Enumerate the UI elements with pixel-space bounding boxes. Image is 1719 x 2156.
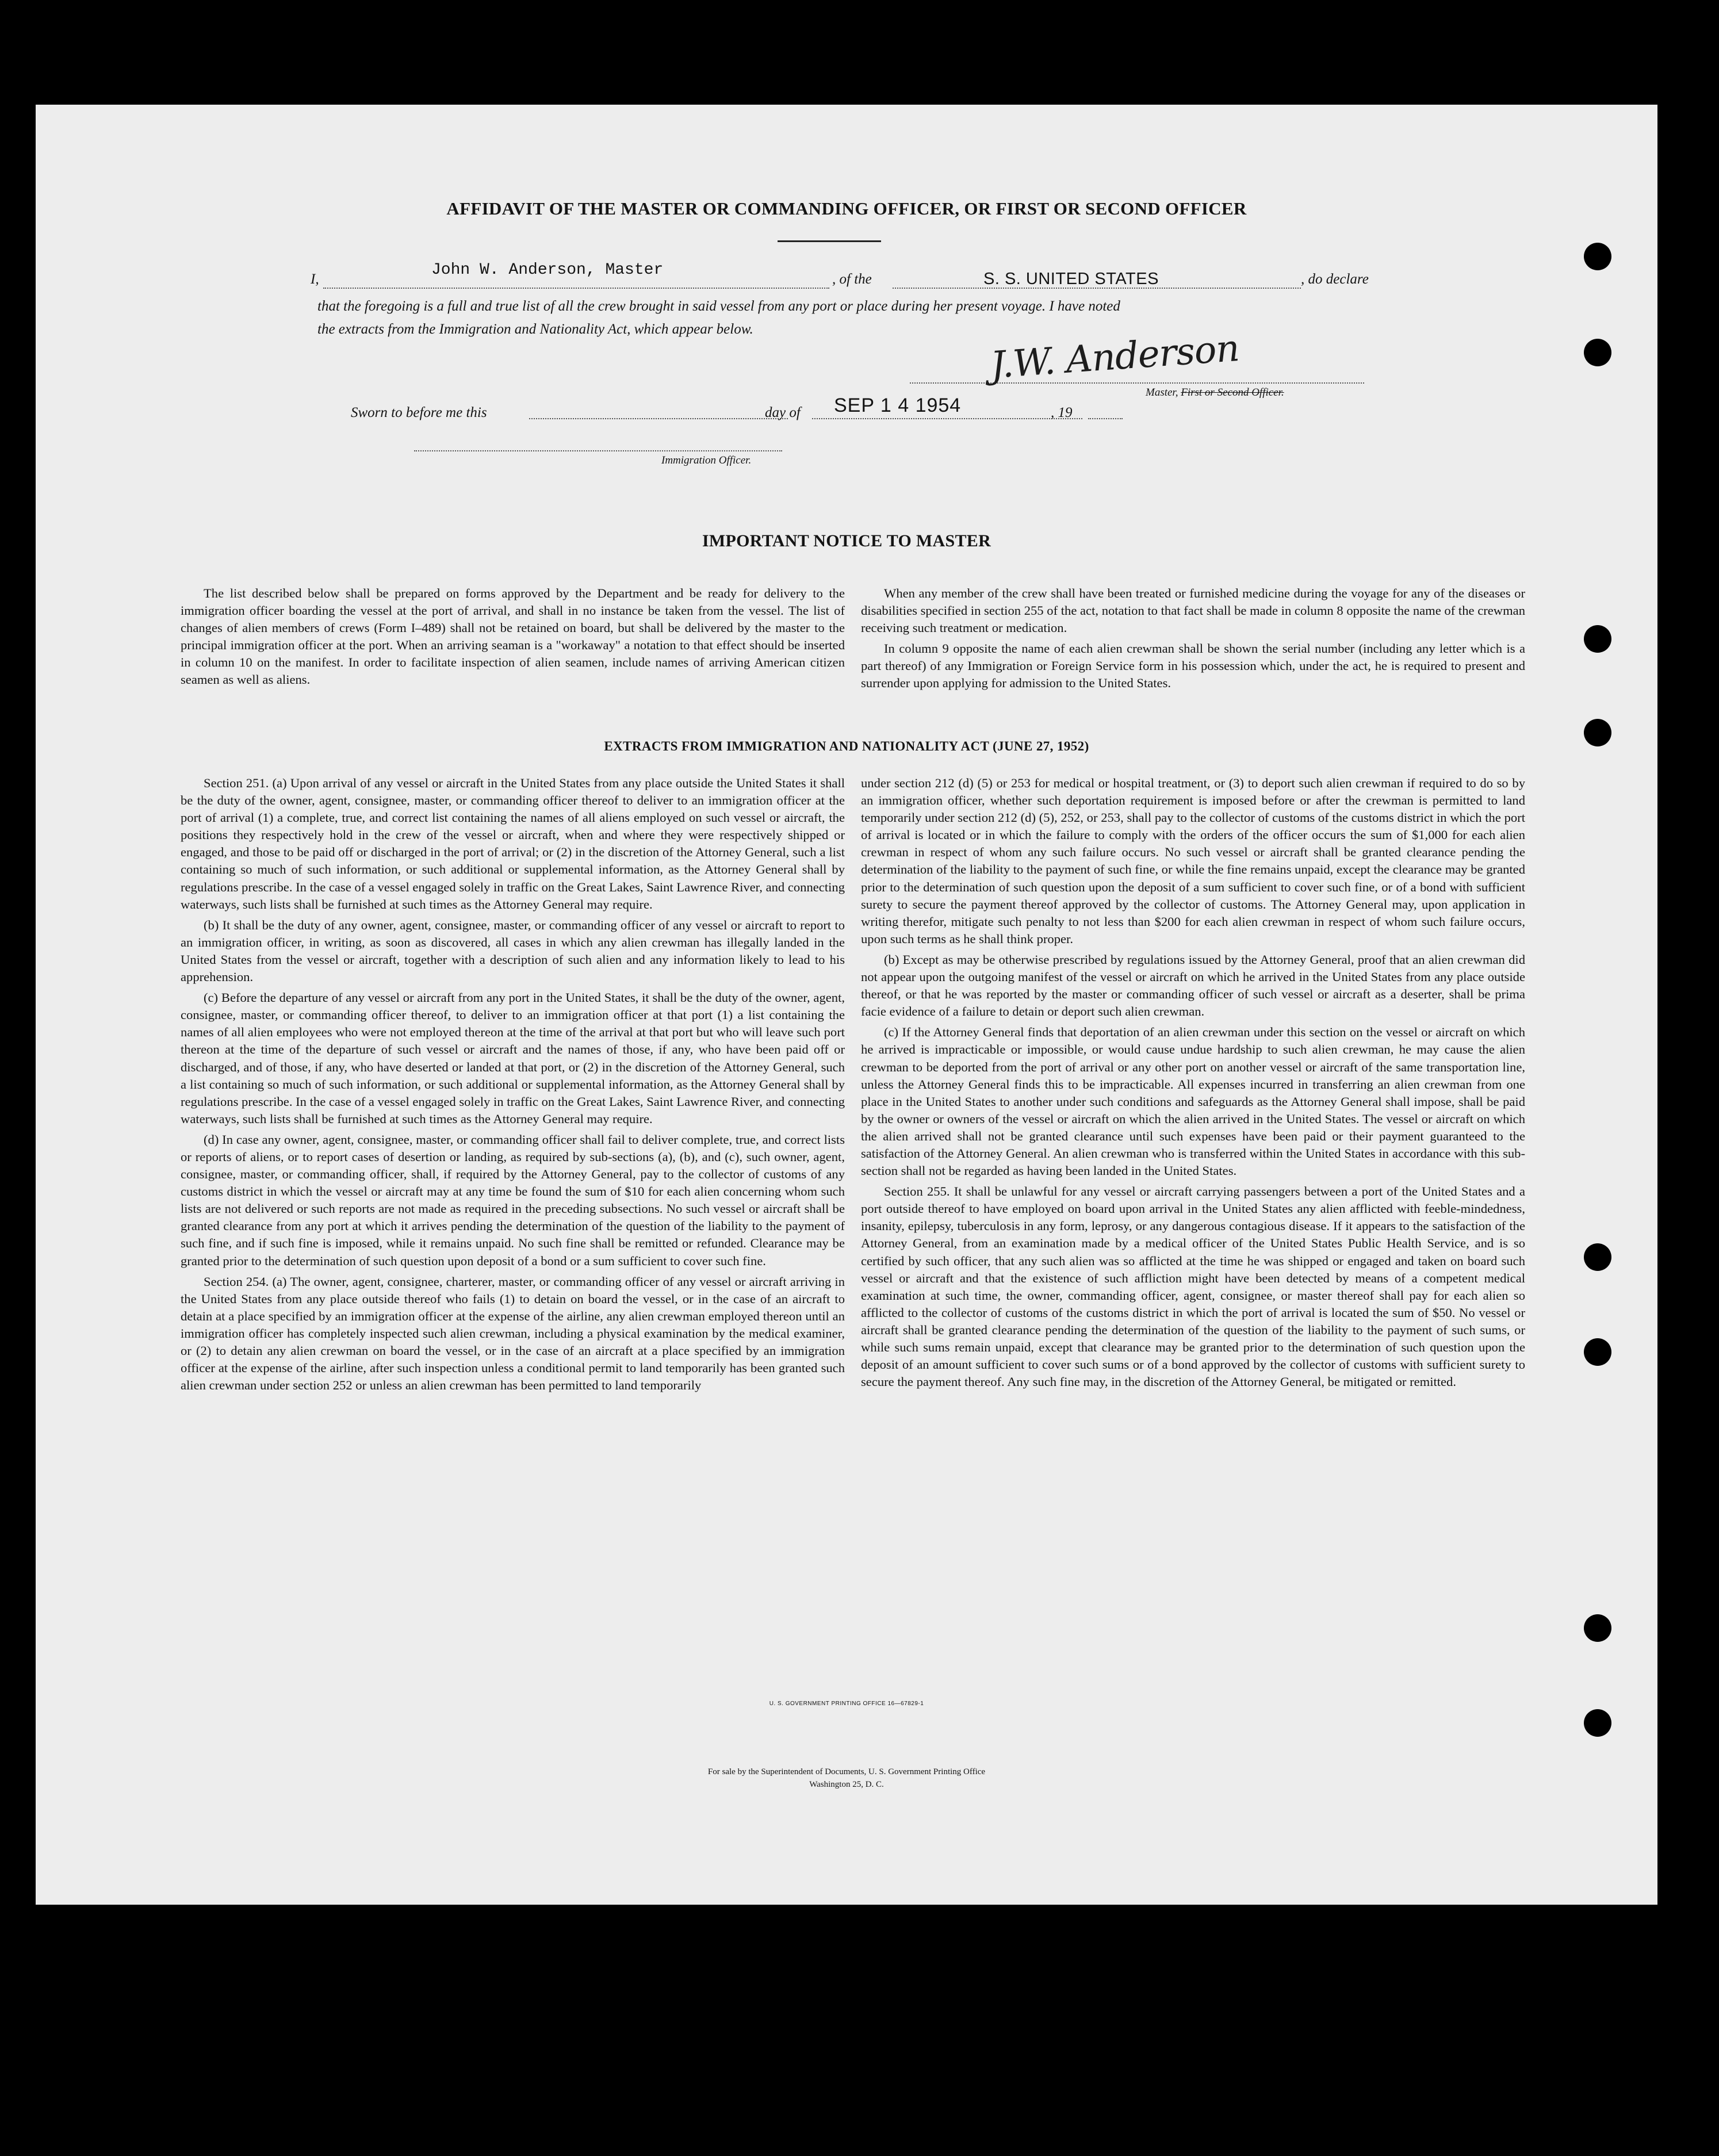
- punch-hole: [1584, 1338, 1611, 1366]
- notice-right-column: [861, 585, 1525, 696]
- extract-right-paragraph: (c) If the Attorney General finds that deportation of an alien crewman under this section on the vessel or aircraft on which he arrived is impracticable or impossible, or would cause undue hardship to such alien crewman, he may cause the alien crewman to be deported from the port of arrival or any other port on another vessel or aircraft of the same transportation line, unless the Attorney General finds this to be impracticable. All expenses incurred in transferring an alien crewman from one place in the United States to another under such conditions and safeguards as the Attorney General shall impose, shall be paid by the owner or owners of the vessel or aircraft on which the alien arrived in the United States. The vessel or aircraft on which the alien arrived shall not be granted clearance until such expenses have been paid or their payment guaranteed to the satisfaction of the Attorney General. An alien crewman who is transferred within the United States in accordance with this sub-section shall not be regarded as having been landed in the United States.: [861, 1025, 1525, 1178]
- month-blank: [812, 418, 1082, 419]
- affidavit-page: [36, 105, 1657, 1905]
- extract-left-paragraph: Section 251. (a) Upon arrival of any vessel or aircraft in the United States from any place outside the United States it shall be the duty of the owner, agent, consignee, master, or commanding officer thereof to deliver to an immigration officer at the port of arrival (1) a complete, true, and correct list containing the names of all aliens employed on such vessel or aircraft, the positions they respectively hold in the crew of the vessel or aircraft, when and where they were respectively shipped or engaged, and those to be paid off or discharged in the port of arrival; or (2) in the discretion of the Attorney General, such a list containing so much of such information, or such additional or supplemental information, as the Attorney General shall by regulations prescribe. In the case of a vessel engaged solely in traffic on the Great Lakes, Saint Lawrence River, and connecting waterways, such lists shall be furnished at such times as the Attorney General may require.: [181, 776, 845, 912]
- vessel-name: S. S. UNITED STATES: [983, 270, 1159, 288]
- officer-signature-line: [414, 450, 782, 451]
- punch-hole: [1584, 1614, 1611, 1642]
- notice-title: IMPORTANT NOTICE TO MASTER: [702, 531, 991, 550]
- master-signature: J.W. Anderson: [989, 327, 1241, 388]
- notice-left-paragraph: The list described below shall be prepared on forms approved by the Department and be ready for delivery to the immigration officer boarding the vessel at the port of arrival, and shall in no instance be taken from the vessel. The list of changes of alien members of crews (Form I–489) shall not be retained on board, but shall be delivered by the master to the principal immigration officer at the port. When an arriving seaman is a "workaway" a notation to that effect should be inserted in column 10 on the manifest. In order to facilitate inspection of alien seamen, include names of arriving American citizen seamen as well as aliens.: [181, 586, 845, 687]
- extracts-left-column: [181, 775, 845, 1397]
- extract-right-paragraph: (b) Except as may be otherwise prescribed by regulations issued by the Attorney General, proof that an alien crewman did not appear upon the outgoing manifest of the vessel or aircraft on which he arrived in the United States from any place outside thereof, or that he was reported by the master or commanding officer of such vessel or aircraft as a deserter, shall be prima facie evidence of a failure to detain or deport such alien crewman.: [861, 952, 1525, 1019]
- extract-left-paragraph: (d) In case any owner, agent, consignee, master, or commanding officer shall fail to deliver complete, true, and correct lists or reports of aliens, or to report cases of desertion or landing, as required by sub-sections (a), (b), and (c), such owner, agent, consignee, master, or commanding officer, shall, if required by the Attorney General, pay to the collector of customs of any customs district in which the vessel or aircraft may at any time be found the sum of $10 for each alien concerning whom such lists are not delivered or such reports are not made as required in the preceding subsections. No such vessel or aircraft shall be granted clearance from any port at which it arrives pending the determination of the question of the liability to the payment of such fine, and if such fine is imposed, while it remains unpaid. No such fine shall be remitted or refunded. Clearance may be granted prior to the determination of such question upon deposit of a bond or a sum sufficient to cover such fine.: [181, 1132, 845, 1268]
- sworn-day-blank: [529, 418, 788, 419]
- affidavit-title: AFFIDAVIT OF THE MASTER OR COMMANDING OFFICER, OR FIRST OR SECOND OFFICER: [446, 198, 1247, 219]
- punch-hole: [1584, 1709, 1611, 1737]
- name-blank: [323, 288, 829, 289]
- date-stamp: SEP 1 4 1954: [834, 395, 962, 416]
- master-label-text: Master,: [1146, 386, 1178, 399]
- year-blank: [1088, 418, 1123, 419]
- extract-left-paragraph: (c) Before the departure of any vessel or aircraft from any port in the United States, it shall be the duty of the owner, agent, consignee, master, or commanding officer thereof, to deliver to an immigration officer at that port (1) a list containing the names of all alien employees who were not employed thereon at the time of the arrival at that port but who will leave such port thereon at the time of the departure of such vessel or aircraft and the names of those, if any, who have been paid off or discharged, and of those, if any, who have deserted or landed at that port, or (2) in the discretion of the Attorney General, such a list containing so much of such information, or such additional or supplemental information, as the Attorney General shall by regulations prescribe. In the case of a vessel engaged solely in traffic on the Great Lakes, Saint Lawrence River, and connecting waterways, such lists shall be furnished at such times as the Attorney General may require.: [181, 990, 845, 1126]
- extract-left-paragraph: Section 254. (a) The owner, agent, consignee, charterer, master, or commanding officer of any vessel or aircraft arriving in the United States from any place outside thereof who fails (1) to detain on board the vessel, or in the case of an aircraft to detain at a place specified by an immigration officer at the expense of the airline, any alien crewman employed thereon until an immigration officer has completely inspected such alien crewman, including a physical examination by the medical examiner, or (2) to detain any alien crewman on board the vessel, or in the case of an aircraft at a place specified by an immigration officer at the expense of the airline, after such inspection unless a conditional permit to land temporarily has been granted such alien crewman under section 252 or unless an alien crewman has been permitted to land temporarily: [181, 1274, 845, 1393]
- day-of-label: day of: [765, 405, 801, 420]
- immigration-officer-label: Immigration Officer.: [661, 454, 752, 466]
- extracts-right-column: [861, 775, 1525, 1394]
- extracts-title: EXTRACTS FROM IMMIGRATION AND NATIONALITY ACT (JUNE 27, 1952): [604, 739, 1089, 753]
- extract-right-paragraph: under section 212 (d) (5) or 253 for medical or hospital treatment, or (3) to deport such alien crewman if required to do so by an immigration officer, whether such deportation requirement is imposed before or after the crewman is permitted to land temporarily under section 212 (d) (5), 252, or 253, shall pay to the collector of customs of the customs district in which the port of arrival is located or in which the failure to comply with the orders of the officer occurs the sum of $1,000 for each alien crewman in respect of whom any such failure occurs. No such vessel or aircraft shall be granted clearance pending the determination of the liability to the payment of such fine, or while the fine remains unpaid, except the clearance may be granted prior to the determination of such question upon the deposit of a sum sufficient to cover such fine, or of a bond with sufficient surety to secure the payment thereof approved by the collector of customs. The Attorney General may, upon application in writing therefor, mitigate such penalty to not less than $200 for each alien crewman in respect of whom such failure occurs, upon such terms as he shall think proper.: [861, 776, 1525, 946]
- struck-officer-label: First or Second Officer.: [1181, 386, 1284, 399]
- notice-right-paragraph-1: When any member of the crew shall have been treated or furnished medicine during the voyage for any of the diseases or disabilities specified in section 255 of the act, notation to that fact shall be made in column 8 opposite the name of the crewman receiving such treatment or medication.: [861, 586, 1525, 635]
- declaration-line-1: that the foregoing is a full and true list of all the crew brought in said vessel from any port or place during her present voyage. I have noted: [317, 298, 1120, 314]
- sworn-label: Sworn to before me this: [351, 405, 487, 420]
- sale-line-2: Washington 25, D. C.: [809, 1780, 884, 1789]
- punch-hole: [1584, 1243, 1611, 1271]
- line-i-label: I,: [311, 271, 319, 287]
- declaration-line-2: the extracts from the Immigration and Nationality Act, which appear below.: [317, 321, 753, 337]
- gpo-line: U. S. GOVERNMENT PRINTING OFFICE 16—67829-1: [769, 1701, 924, 1707]
- punch-hole: [1584, 625, 1611, 653]
- of-the-label: , of the: [832, 271, 872, 287]
- master-name: John W. Anderson, Master: [431, 261, 664, 279]
- extract-left-paragraph: (b) It shall be the duty of any owner, agent, consignee, master, or commanding officer of any vessel or aircraft to report to an immigration officer, in writing, as soon as discovered, all cases in which any alien crewman has illegally landed in the United States from the vessel or aircraft, together with a description of such alien and any information likely to lead to his apprehension.: [181, 917, 845, 985]
- punch-hole: [1584, 243, 1611, 270]
- notice-right-paragraph-2: In column 9 opposite the name of each alien crewman shall be shown the serial number (including any letter which is a part thereof) of any Immigration or Foreign Service form in his possession which, under the act, he is required to present and surrender upon applying for admission to the United States.: [861, 641, 1525, 691]
- title-rule: [778, 240, 881, 242]
- punch-hole: [1584, 339, 1611, 366]
- notice-left-column: [181, 585, 845, 692]
- sale-line-1: For sale by the Superintendent of Documents, U. S. Government Printing Office: [707, 1767, 986, 1776]
- do-declare-label: , do declare: [1301, 271, 1369, 287]
- master-label: [1146, 386, 1284, 399]
- punch-hole: [1584, 719, 1611, 746]
- year-label: , 19: [1051, 405, 1073, 420]
- extract-right-paragraph: Section 255. It shall be unlawful for any vessel or aircraft carrying passengers between a port of the United States and a port outside thereof to have employed on board upon arrival in the United States any alien afflicted with feeble-mindedness, insanity, epilepsy, tuberculosis in any form, leprosy, or any dangerous contagious disease. If it appears to the satisfaction of the Attorney General, from an examination made by a medical officer of the United States Public Health Service, and is so certified by such officer, that any such alien was so afflicted at the time he was shipped or engaged and taken on board such vessel or aircraft and that the existence of such affliction might have been detected by means of a competent medical examination at such time, the owner, commanding officer, agent, consignee, or master thereof shall pay for each alien so afflicted to the collector of customs of the customs district in which the port of arrival is located the sum of $50. No vessel or aircraft shall be granted clearance pending the determination of the question of the liability to the payment of such sums, or while such sums remain unpaid, except that clearance may be granted prior to the determination of such question upon the deposit of an amount sufficient to cover such sums or of a bond approved by the collector of customs with sufficient surety to secure the payment thereof. Any such fine may, in the discretion of the Attorney General, be mitigated or remitted.: [861, 1184, 1525, 1389]
- signature-line: [910, 382, 1364, 384]
